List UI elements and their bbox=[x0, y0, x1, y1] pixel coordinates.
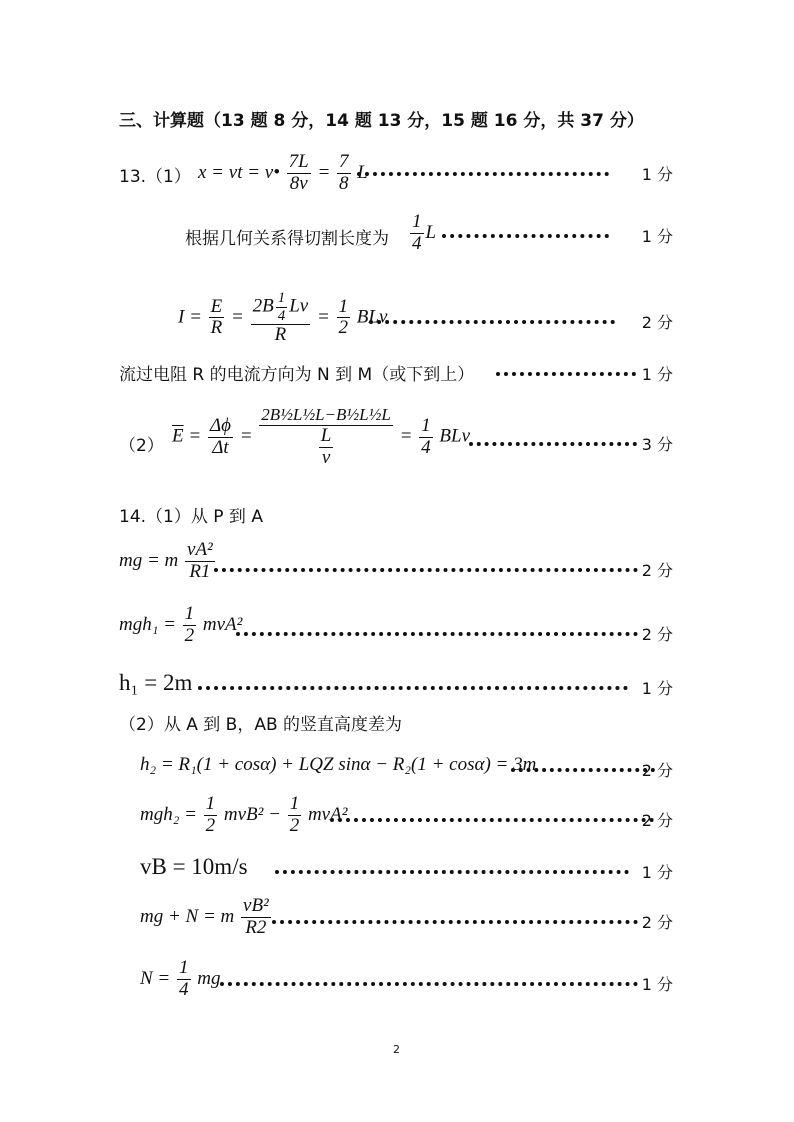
q14-eq6: vB = 10m/s bbox=[140, 854, 248, 879]
q14-eq5: mgh₂ = $\frac{1}{2}$ mvB² − $\frac{1}{2}$ mvA² bbox=[140, 793, 348, 836]
q13-line2-math: $\frac{1}{4}$ L bbox=[412, 211, 437, 254]
q13-eq1-row bbox=[0, 148, 794, 198]
q14-eq7: mg + N = m $\frac{\text{vB²}}{R2}$ bbox=[140, 895, 269, 938]
q13-part2-label: （2） bbox=[119, 436, 164, 456]
q13-eq3: I = $\frac{E}{R}$ = 2B $\frac{1}{4}$ Lv R = $\frac{1}{2}$ BLv bbox=[178, 290, 388, 345]
q14-eq3: h₁ = 2m bbox=[119, 670, 193, 695]
q14-part2: （2）从 A 到 B，AB 的竖直高度差为 bbox=[119, 715, 403, 735]
page-number: 2 bbox=[393, 1043, 400, 1056]
score: 1 分 bbox=[641, 165, 673, 184]
leader-dots bbox=[469, 442, 637, 446]
leader-dots bbox=[198, 686, 628, 690]
q14-eq4: h₂ = R₁(1 + cosα) + LQZ sinα − R₂(1 + cosα) = 3m bbox=[140, 754, 537, 775]
score: 3 分 bbox=[641, 435, 673, 454]
q14-eq5-row bbox=[0, 794, 794, 850]
q13-line4-row bbox=[0, 360, 794, 390]
score: 1 分 bbox=[641, 365, 673, 384]
leader-dots bbox=[357, 172, 609, 176]
q13-eq5: $\overline{E}$ = $\frac{\Delta\phi}{\Delta t}$ = $\frac{\text{2B½L½L−B½L½L}}{\frac{L}{v}}$ = $\frac{1}{4}$ BLv bbox=[172, 405, 471, 468]
q14-eq4-row bbox=[0, 752, 794, 786]
q14-eq8-row bbox=[0, 958, 794, 1014]
leader-dots bbox=[496, 372, 636, 376]
q14-eq6-row bbox=[0, 854, 794, 886]
score: 1 分 bbox=[641, 227, 673, 246]
leader-dots bbox=[369, 320, 615, 324]
score: 1 分 bbox=[641, 975, 673, 994]
q14-eq2-row bbox=[0, 604, 794, 660]
score: 2 分 bbox=[641, 561, 673, 580]
leader-dots bbox=[511, 768, 655, 772]
leader-dots bbox=[330, 818, 654, 822]
q13-line2-text: 根据几何关系得切割长度为 bbox=[185, 229, 389, 249]
score: 2 分 bbox=[641, 625, 673, 644]
q14-eq3-row bbox=[0, 670, 794, 702]
q13-eq3-row bbox=[0, 282, 794, 352]
leader-dots bbox=[272, 920, 638, 924]
q14-eq1-row bbox=[0, 540, 794, 596]
q13-line4-text: 流过电阻 R 的电流方向为 N 到 M（或下到上） bbox=[119, 365, 475, 385]
score: 2 分 bbox=[641, 811, 673, 830]
q13-eq1: x = vt = v• $\frac{7L}{8v}$ = $\frac{7}{8}$ L bbox=[198, 151, 368, 194]
q14-eq2: mgh₁ = $\frac{1}{2}$ mvA² bbox=[119, 603, 243, 646]
score: 2 分 bbox=[641, 761, 673, 780]
leader-dots bbox=[236, 632, 638, 636]
q13-line2-row bbox=[0, 212, 794, 262]
q13-eq5-row bbox=[0, 404, 794, 484]
leader-dots bbox=[214, 568, 638, 572]
score: 2 分 bbox=[641, 313, 673, 332]
q14-label: 14.（1）从 P 到 A bbox=[119, 507, 263, 527]
score: 1 分 bbox=[641, 863, 673, 882]
score: 1 分 bbox=[641, 679, 673, 698]
q13-label: 13.（1） bbox=[119, 167, 191, 187]
q14-eq7-row bbox=[0, 896, 794, 952]
score: 2 分 bbox=[641, 913, 673, 932]
leader-dots bbox=[275, 870, 629, 874]
leader-dots bbox=[220, 982, 638, 986]
q14-eq8: N = $\frac{1}{4}$ mg bbox=[140, 957, 221, 1000]
q14-eq1: mg = m $\frac{\text{vA²}}{R1}$ bbox=[119, 539, 213, 582]
leader-dots bbox=[442, 234, 609, 238]
section-heading: 三、计算题（13 题 8 分，14 题 13 分，15 题 16 分，共 37 分） bbox=[119, 111, 644, 131]
